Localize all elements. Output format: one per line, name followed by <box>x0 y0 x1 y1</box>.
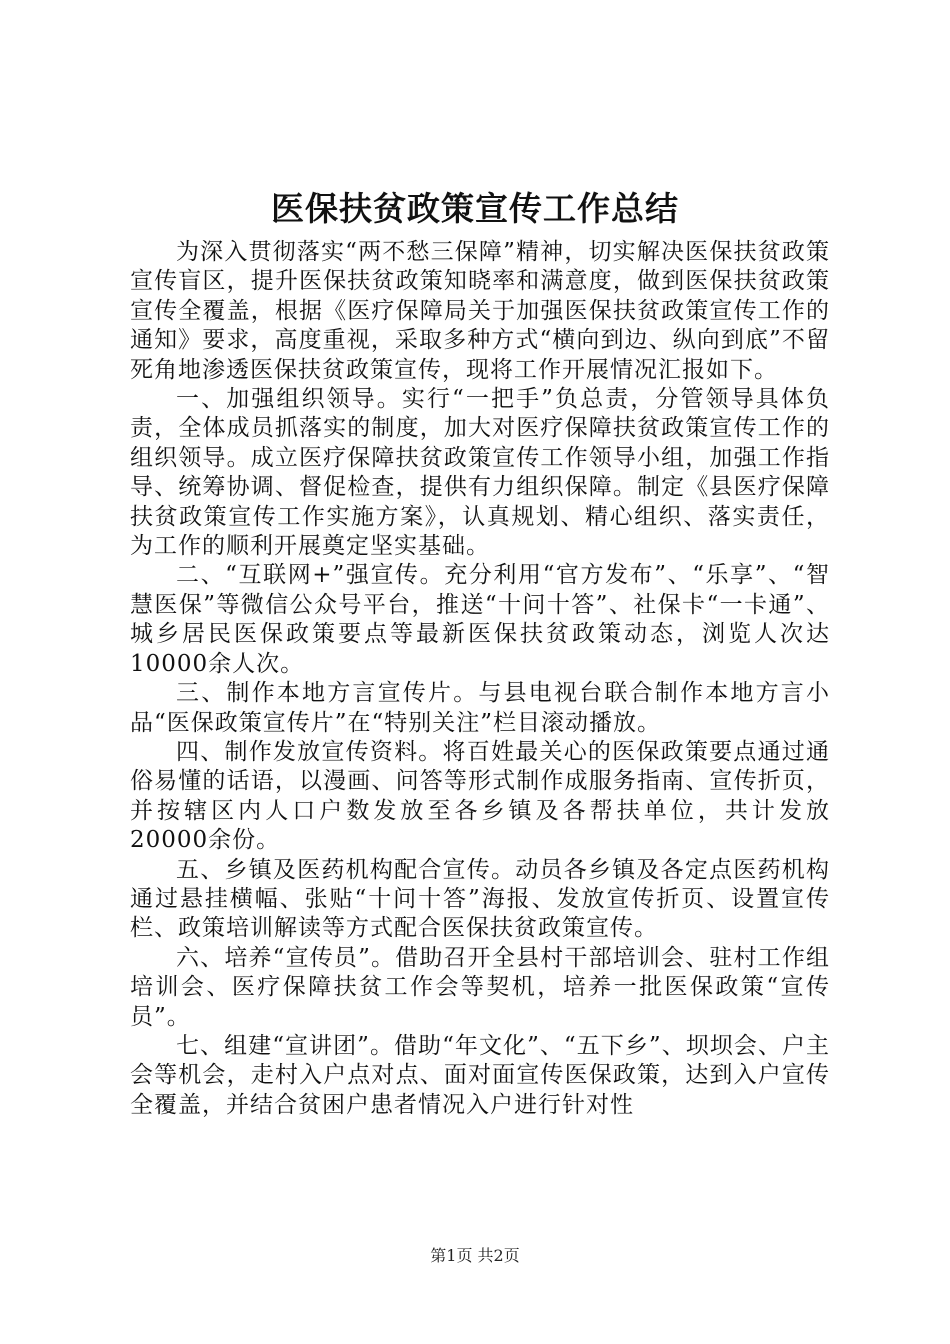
paragraph-section-1: 一、加强组织领导。实行“一把手”负总责，分管领导具体负责，全体成员抓落实的制度，加大对医疗保障扶贫政策宣传工作的组织领导。成立医疗保障扶贫政策宣传工作领导小组，加强工作指导、统筹协调、督促检查，提供有力组织保障。制定《县医疗保障扶贫政策宣传工作实施方案》，认真规划、精心组织、落实责任，为工作的顺利开展奠定坚实基础。 <box>130 386 830 560</box>
paragraph-section-3: 三、制作本地方言宣传片。与县电视台联合制作本地方言小品“医保政策宣传片”在“特别关注”栏目滚动播放。 <box>130 680 830 736</box>
paragraph-intro: 为深入贯彻落实“两不愁三保障”精神，切实解决医保扶贫政策宣传盲区，提升医保扶贫政策知晓率和满意度，做到医保扶贫政策宣传全覆盖，根据《医疗保障局关于加强医保扶贫政策宣传工作的通知》要求，高度重视，采取多种方式“横向到边、纵向到底”不留死角地渗透医保扶贫政策宣传，现将工作开展情况汇报如下。 <box>130 239 830 383</box>
paragraph-section-2: 二、“互联网+”强宣传。充分利用“官方发布”、“乐享”、“智慧医保”等微信公众号平台，推送“十问十答”、社保卡“一卡通”、城乡居民医保政策要点等最新医保扶贫政策动态，浏览人次达10000余人次。 <box>130 562 830 677</box>
page-footer: 第1页 共2页 <box>430 1246 520 1265</box>
paragraph-section-4: 四、制作发放宣传资料。将百姓最关心的医保政策要点通过通俗易懂的话语，以漫画、问答等形式制作成服务指南、宣传折页，并按辖区内人口户数发放至各乡镇及各帮扶单位，共计发放20000余份。 <box>130 738 830 854</box>
paragraph-section-6: 六、培养“宣传员”。借助召开全县村干部培训会、驻村工作组培训会、医疗保障扶贫工作会等契机，培养一批医保政策“宣传员”。 <box>130 944 830 1030</box>
paragraph-section-7: 七、组建“宣讲团”。借助“年文化”、“五下乡”、坝坝会、户主会等机会，走村入户点对点、面对面宣传医保政策，达到入户宣传全覆盖，并结合贫困户患者情况入户进行针对性 <box>130 1032 830 1118</box>
document-title: 医保扶贫政策宣传工作总结 <box>271 189 679 228</box>
document-body <box>130 238 830 1120</box>
paragraph-section-5: 五、乡镇及医药机构配合宣传。动员各乡镇及各定点医药机构通过悬挂横幅、张贴“十问十答”海报、发放宣传折页、设置宣传栏、政策培训解读等方式配合医保扶贫政策宣传。 <box>130 856 830 942</box>
